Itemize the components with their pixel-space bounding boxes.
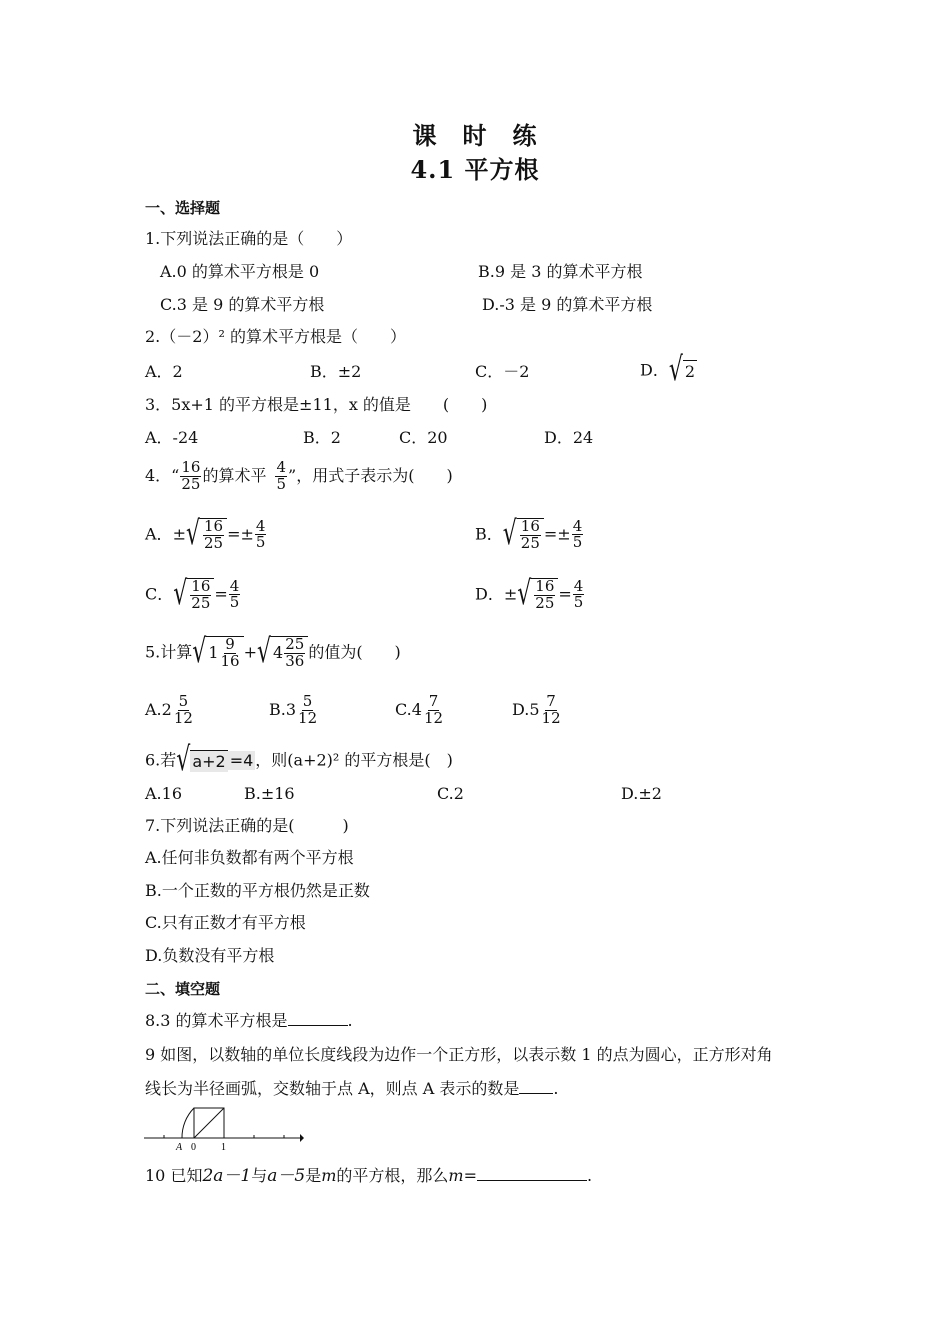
question-5-option-c: C.4 $\frac{7}{12}$ xyxy=(395,692,444,727)
question-3-option-c: C．20 xyxy=(399,428,448,447)
one-label: 1 xyxy=(221,1142,226,1153)
question-10: 10 已知2a－1与a－5是m的平方根，那么m= . xyxy=(145,1166,593,1186)
number-line-figure xyxy=(140,1104,306,1156)
question-4-option-b: B． √ $\frac{16}{25}$ =± $\frac{4}{5}$ xyxy=(475,515,583,553)
question-4-option-d: D．± √ $\frac{16}{25}$ = $\frac{4}{5}$ xyxy=(475,575,584,613)
question-7-option-d: D.负数没有平方根 xyxy=(145,946,275,965)
question-6-stem: 6.若 √ a+2 =4 ，则(a+2)² 的平方根是( ) xyxy=(145,741,453,779)
question-6-option-b: B.±16 xyxy=(244,784,295,803)
section-heading-fill: 二、填空题 xyxy=(145,980,221,998)
zero-label: 0 xyxy=(191,1142,196,1153)
question-5-option-b: B.3 $\frac{5}{12}$ xyxy=(269,692,318,727)
answer-blank[interactable] xyxy=(519,1079,553,1094)
question-2-option-c: C．－2 xyxy=(475,362,530,381)
question-3-option-a: A．-24 xyxy=(145,428,199,447)
question-9-line-1: 9 如图，以数轴的单位长度线段为边作一个正方形，以表示数 1 的点为圆心，正方形对角 xyxy=(145,1045,773,1064)
question-1-stem: 1.下列说法正确的是（ ） xyxy=(145,229,353,248)
question-1-option-a: A.0 的算术平方根是 0 xyxy=(160,262,320,281)
question-1-option-c: C.3 是 9 的算术平方根 xyxy=(160,295,325,314)
page-subtitle: 4.1 平方根 xyxy=(410,155,540,184)
question-7-option-c: C.只有正数才有平方根 xyxy=(145,913,306,932)
axis-arrow-icon xyxy=(300,1134,304,1142)
question-2-stem: 2.（－2）² 的算术平方根是（ ） xyxy=(145,327,406,346)
square-diagonal xyxy=(194,1108,224,1138)
question-1-option-b: B.9 是 3 的算术平方根 xyxy=(478,262,643,281)
question-5-stem: 5.计算 √ 1 $\frac{9}{16}$ + √ 4 $\frac{25}{36}$ 的值为( ) xyxy=(145,633,401,671)
question-3-option-b: B．2 xyxy=(303,428,341,447)
question-2-option-a: A．2 xyxy=(145,362,183,381)
page-title: 课 时 练 xyxy=(412,121,538,150)
question-3-stem: 3．5x+1 的平方根是±11，x 的值是 ( ) xyxy=(145,395,488,414)
question-7-option-a: A.任何非负数都有两个平方根 xyxy=(145,848,354,867)
question-5-option-a: A.2 $\frac{5}{12}$ xyxy=(145,692,193,727)
question-7-option-b: B.一个正数的平方根仍然是正数 xyxy=(145,881,370,900)
question-4-option-c: C． √ $\frac{16}{25}$ = $\frac{4}{5}$ xyxy=(145,575,240,613)
answer-blank[interactable] xyxy=(477,1166,587,1181)
answer-blank[interactable] xyxy=(288,1011,348,1026)
question-4-option-a: A．± √ $\frac{16}{25}$ =± $\frac{4}{5}$ xyxy=(145,515,266,553)
question-3-option-d: D．24 xyxy=(544,428,594,447)
question-1-option-d: D.-3 是 9 的算术平方根 xyxy=(482,295,653,314)
section-heading-choice: 一、选择题 xyxy=(145,199,221,217)
question-4-stem: 4．“ $\frac{16}{25}$ 的算术平 $\frac{4}{5}$ ”，用式子表示为( ) xyxy=(145,458,453,493)
question-7-stem: 7.下列说法正确的是( ) xyxy=(145,816,349,835)
question-6-option-d: D.±2 xyxy=(621,784,662,803)
question-6-option-a: A.16 xyxy=(145,784,182,803)
question-5-option-d: D.5 $\frac{7}{12}$ xyxy=(512,692,561,727)
question-8: 8.3 的算术平方根是 . xyxy=(145,1011,353,1030)
point-a-label: A xyxy=(176,1142,183,1153)
question-2-option-d: D． √ 2 xyxy=(640,351,696,389)
question-9-line-2: 线长为半径画弧，交数轴于点 A，则点 A 表示的数是 . xyxy=(145,1079,559,1098)
arc xyxy=(182,1108,194,1138)
question-2-option-b: B．±2 xyxy=(310,362,362,381)
question-6-option-c: C.2 xyxy=(437,784,464,803)
